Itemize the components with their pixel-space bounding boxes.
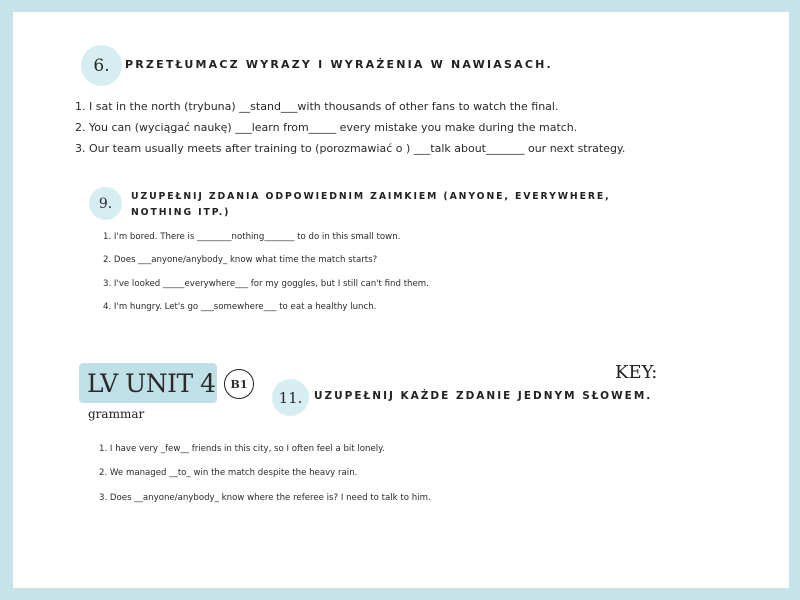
unit-badge: LV UNIT 4 <box>79 363 217 403</box>
worksheet-page <box>13 12 789 588</box>
unit-subtitle: grammar <box>88 407 145 421</box>
list-item: 3. I've looked _____everywhere___ for my goggles, but I still can't find them. <box>103 278 429 289</box>
section-6-number: 6. <box>81 45 122 86</box>
section-9-number: 9. <box>89 187 122 220</box>
section-9-title-line-2: NOTHING ITP.) <box>131 207 231 218</box>
list-item: 2. You can (wyciągać naukę) ___learn from_____ every mistake you make during the match. <box>75 121 578 134</box>
section-6-list <box>75 96 625 159</box>
section-9-title <box>131 189 611 221</box>
list-item: 4. I'm hungry. Let's go ___somewhere___ to eat a healthy lunch. <box>103 301 377 312</box>
list-item: 1. I sat in the north (trybuna) __stand___with thousands of other fans to watch the final. <box>75 100 559 113</box>
section-6-title: PRZETŁUMACZ WYRAZY I WYRAŻENIA W NAWIASACH. <box>125 58 553 71</box>
section-11-title: UZUPEŁNIJ KAŻDE ZDANIE JEDNYM SŁOWEM. <box>314 390 653 402</box>
level-badge: B1 <box>224 369 254 399</box>
list-item: 1. I have very _few__ friends in this city, so I often feel a bit lonely. <box>99 444 385 454</box>
list-item: 2. We managed __to_ win the match despite the heavy rain. <box>99 468 358 479</box>
list-item: 3. Our team usually meets after training to (porozmawiać o ) ___talk about_______ our next strategy. <box>75 142 626 155</box>
section-11-list <box>99 437 431 510</box>
section-9-list <box>103 226 429 319</box>
list-item: 2. Does ___anyone/anybody_ know what time the match starts? <box>103 255 378 266</box>
key-label: KEY: <box>615 362 658 383</box>
list-item: 3. Does __anyone/anybody_ know where the referee is? I need to talk to him. <box>99 492 431 503</box>
list-item: 1. I'm bored. There is ________nothing_______ to do in this small town. <box>103 232 401 242</box>
section-9-title-line-1: UZUPEŁNIJ ZDANIA ODPOWIEDNIM ZAIMKIEM (ANYONE, EVERYWHERE, <box>131 191 611 202</box>
section-11-number: 11. <box>272 379 309 416</box>
